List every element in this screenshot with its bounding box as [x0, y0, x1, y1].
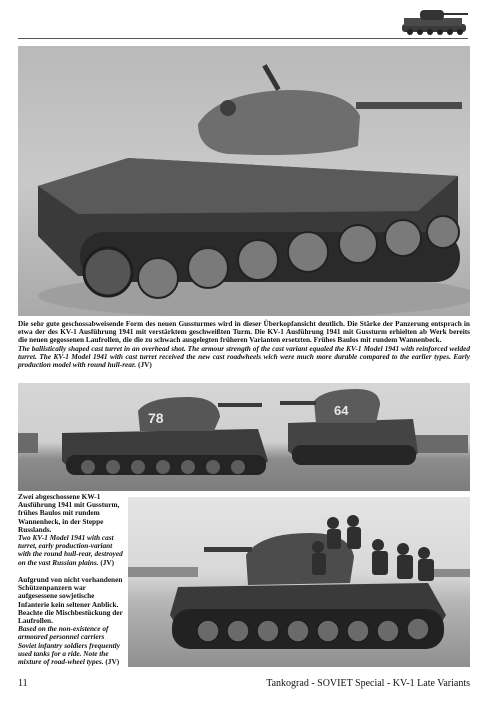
caption-middle-english: Two KV-1 Model 1941 with cast turret, early production-variant with the round hull-rear, destroyed on the vast Russian plains.	[18, 533, 123, 567]
caption-top	[18, 320, 470, 369]
caption-bottom-english: Based on the non-existence of armoured personnel carriers Soviet infantry soldiers frequently used tanks for a ride. Note the mixture of road-wheel types.	[18, 624, 120, 667]
page-number: 11	[18, 678, 28, 689]
photo-kv1-with-infantry	[128, 497, 470, 667]
caption-middle-german: Zwei abgeschossene KW-1 Ausführung 1941 mit Gussturm, frühes Baulos mit rundem Wannenheck, in der Steppe Russlands.	[18, 492, 120, 534]
caption-bottom	[18, 576, 124, 666]
caption-top-credit: (JV)	[138, 360, 152, 370]
photo-two-destroyed-kv1	[18, 383, 470, 491]
tank-logo-icon	[396, 4, 472, 40]
caption-bottom-german: Aufgrund von nicht vorhandenen Schützenpanzern war aufgesessene sowjetische Infanterie kein seltener Anblick. Beachte die Mischbestückung der Laufrollen.	[18, 575, 123, 626]
caption-middle-credit: (JV)	[100, 557, 115, 567]
caption-middle	[18, 493, 124, 567]
tank-left-number: 78	[148, 410, 164, 426]
header-rule	[18, 38, 468, 39]
caption-top-english: The ballistically shaped cast turret in an overhead shot. The armour strength of the cast variant equaled the KV-1 Model 1941 with reinforced welded turret. The KV-1 Model 1941 with cast turret received the new cast roadwheels wich were much more durable compared to the earlier types. Early production model with round hull-rear.	[18, 343, 470, 370]
footer-title: Tankograd - SOVIET Special - KV-1 Late Variants	[266, 678, 470, 689]
photo-kv1-overhead	[18, 46, 470, 316]
caption-bottom-credit: (JV)	[105, 657, 120, 667]
caption-top-german: Die sehr gute geschossabweisende Form des neuen Gussturmes wird in dieser Überkopfansicht deutlich. Die Stärke der Panzerung entsprach in etwa der des KV-1 Ausführung 1941 mit verstärktem geschweißten Turm. Die KV-1 Ausführung 1941 mit Gussturm erhielten ab Werk bereits die neuen gegossenen Laufrollen, die die zu schwach ausgelegten früheren Varianten ersetzten. Frühes Baulos mit rundem Wannenbeck.	[18, 319, 470, 345]
tank-right-number: 64	[334, 403, 349, 418]
